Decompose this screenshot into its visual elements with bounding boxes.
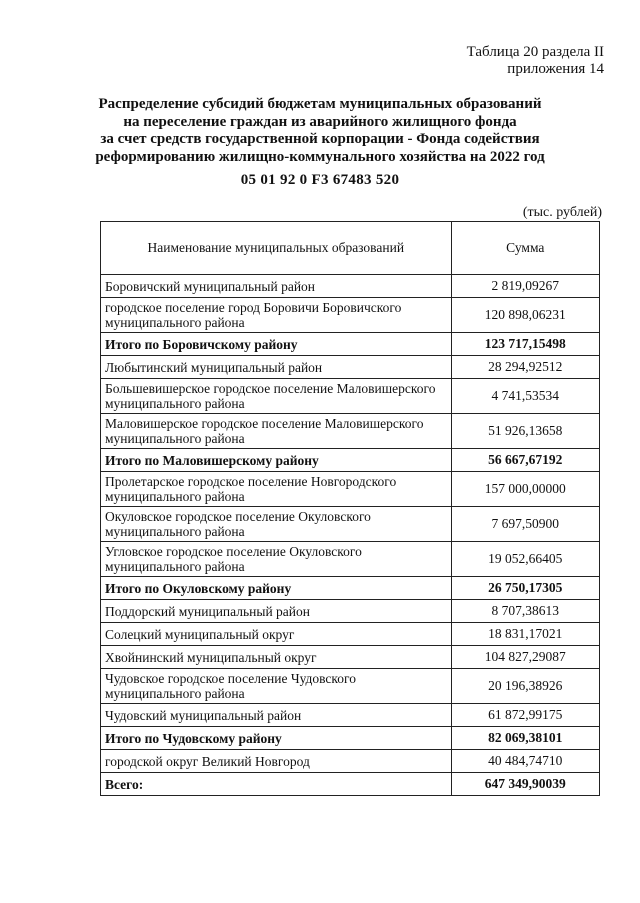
row-sum: 7 697,50900 [451,507,599,542]
table-row [101,379,600,414]
row-sum: 61 872,99175 [451,704,599,727]
subtotal-row [101,727,600,750]
row-name: Солецкий муниципальный округ [101,623,452,646]
row-sum: 82 069,38101 [451,727,599,750]
row-sum: 56 667,67192 [451,449,599,472]
row-name: городское поселение город Боровичи Боровичского муниципального района [101,298,452,333]
row-name: Всего: [101,773,452,796]
row-sum: 4 741,53534 [451,379,599,414]
subtotal-row [101,449,600,472]
title-line-3: за счет средств государственной корпорации - Фонда содействия [100,131,540,147]
table-row [101,542,600,577]
subtotal-row [101,577,600,600]
budget-classification-code: 05 01 92 0 F3 67483 520 [240,172,400,188]
row-sum: 19 052,66405 [451,542,599,577]
row-name: Хвойнинский муниципальный округ [101,646,452,669]
table-row [101,600,600,623]
row-name: Любытинский муниципальный район [101,356,452,379]
table-row [101,472,600,507]
row-name: Пролетарское городское поселение Новгородского муниципального района [101,472,452,507]
table-row [101,275,600,298]
row-sum: 157 000,00000 [451,472,599,507]
table-header-row [101,222,600,275]
table-row [101,704,600,727]
table-row [101,507,600,542]
title-line-2: на переселение граждан из аварийного жилищного фонда [123,113,517,130]
table-row [101,646,600,669]
row-name: Итого по Чудовскому району [101,727,452,750]
table-row [101,750,600,773]
row-name: Боровичский муниципальный район [101,275,452,298]
table-reference-line-1: Таблица 20 раздела II [466,44,604,60]
column-header-sum: Сумма [451,222,599,275]
table-row [101,623,600,646]
row-sum: 104 827,29087 [451,646,599,669]
row-sum: 18 831,17021 [451,623,599,646]
row-sum: 28 294,92512 [451,356,599,379]
row-name: Итого по Боровичскому району [101,333,452,356]
row-name: городской округ Великий Новгород [101,750,452,773]
row-sum: 120 898,06231 [451,298,599,333]
table-row [101,669,600,704]
table-reference-line-2: приложения 14 [507,61,604,77]
row-sum: 40 484,74710 [451,750,599,773]
subtotal-row [101,333,600,356]
title-line-1: Распределение субсидий бюджетам муниципальных образований [98,96,542,112]
row-sum: 51 926,13658 [451,414,599,449]
row-sum: 2 819,09267 [451,275,599,298]
row-sum: 20 196,38926 [451,669,599,704]
units-label: (тыс. рублей) [522,205,602,220]
table-reference [467,44,604,78]
row-name: Поддорский муниципальный район [101,600,452,623]
row-name: Окуловское городское поселение Окуловского муниципального района [101,507,452,542]
row-sum: 8 707,38613 [451,600,599,623]
row-name: Итого по Маловишерскому району [101,449,452,472]
grand-total-row [101,773,600,796]
row-sum: 123 717,15498 [451,333,599,356]
subsidy-table [100,221,600,796]
title-line-4: реформированию жилищно-коммунального хозяйства на 2022 год [95,148,545,165]
row-name: Маловишерское городское поселение Маловишерского муниципального района [101,414,452,449]
row-name: Чудовское городское поселение Чудовского муниципального района [101,669,452,704]
row-name: Угловское городское поселение Окуловского муниципального района [101,542,452,577]
table-row [101,298,600,333]
document-title [40,96,600,166]
table-row [101,356,600,379]
table-row [101,414,600,449]
row-sum: 26 750,17305 [451,577,599,600]
row-name: Чудовский муниципальный район [101,704,452,727]
column-header-name: Наименование муниципальных образований [101,222,452,275]
row-name: Большевишерское городское поселение Маловишерского муниципального района [101,379,452,414]
row-name: Итого по Окуловскому району [101,577,452,600]
row-sum: 647 349,90039 [451,773,599,796]
